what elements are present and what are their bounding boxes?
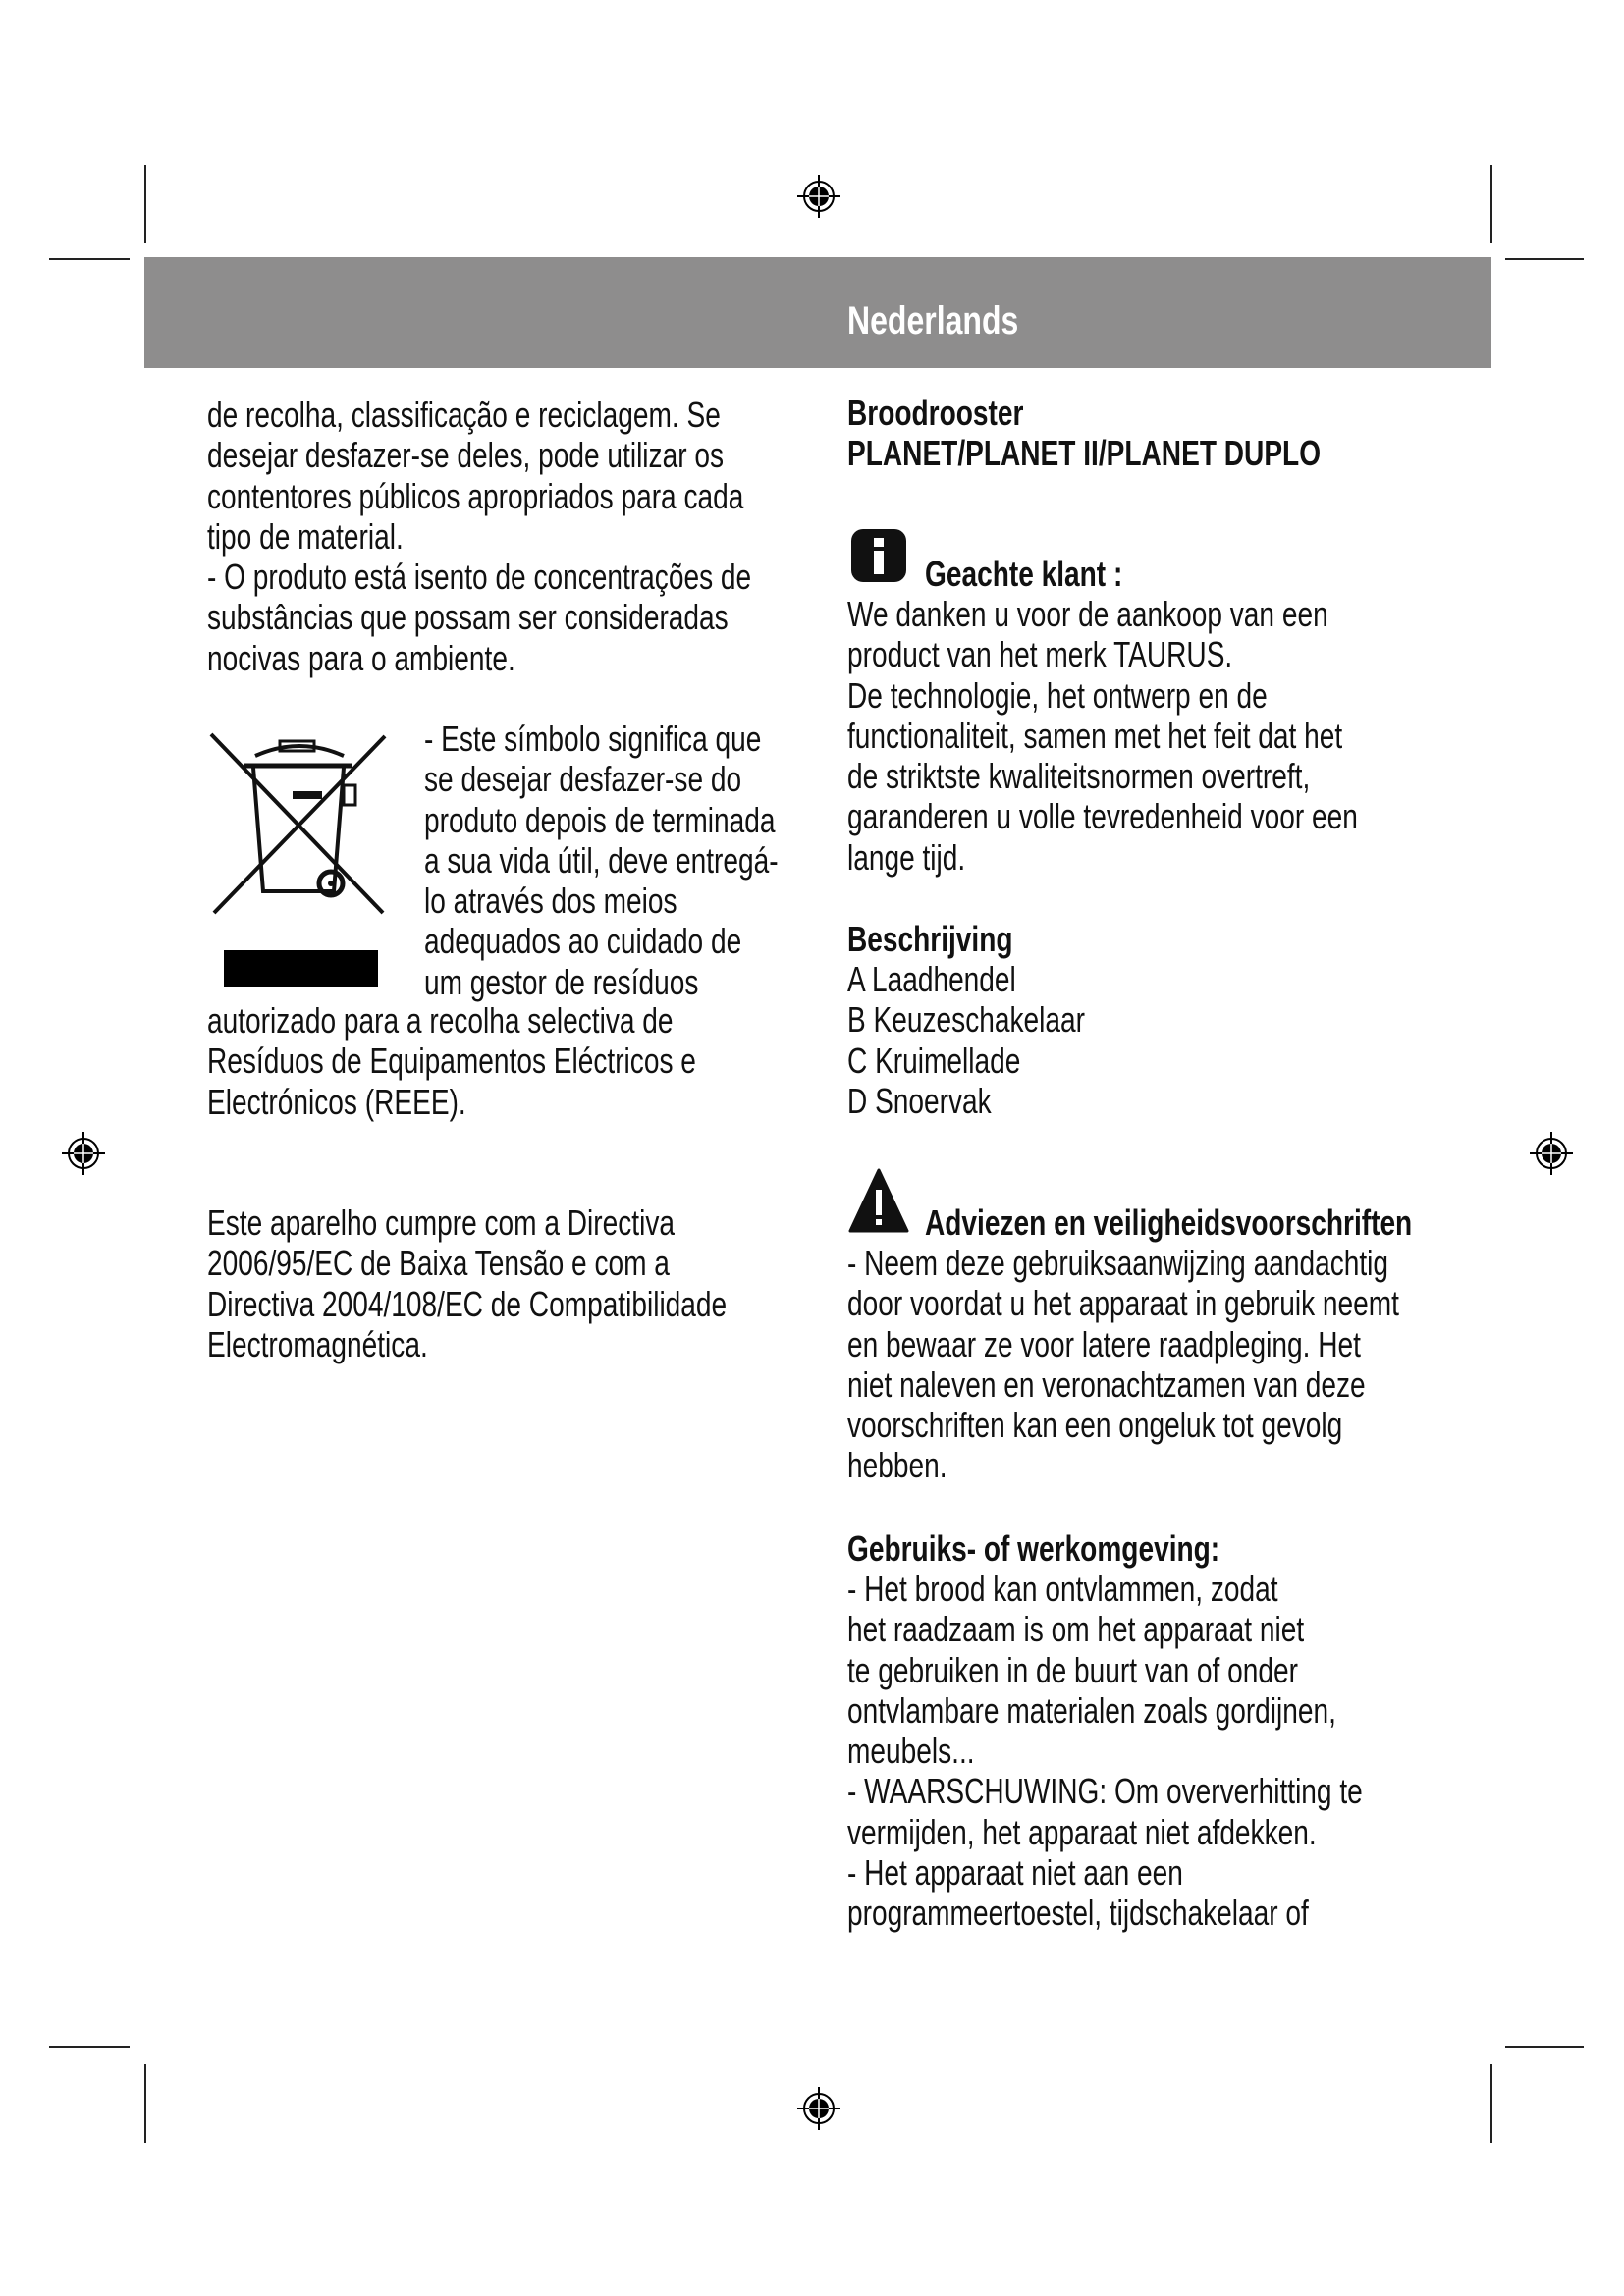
text-line: adequados ao cuidado de [424, 921, 742, 962]
text-line: nocivas para o ambiente. [207, 637, 515, 678]
greeting-heading: Geachte klant : [925, 554, 1123, 594]
text-line: voorschriften kan een ongeluk tot gevolg [847, 1405, 1343, 1446]
weee-bin-icon [206, 726, 393, 991]
safety-paragraph [847, 1243, 1399, 1486]
text-line: - WAARSCHUWING: Om oververhitting te [847, 1771, 1363, 1812]
registration-mark-icon [1527, 1129, 1576, 1178]
weee-symbol-text [424, 719, 779, 1002]
text-line: garanderen u volle tevredenheid voor een [847, 796, 1358, 837]
text-line: se desejar desfazer-se do [424, 759, 742, 800]
text-line: te gebruiken in de buurt van of onder [847, 1649, 1298, 1690]
crop-mark [1505, 258, 1584, 260]
text-line: lange tijd. [847, 836, 966, 878]
text-line: de striktste kwaliteitsnormen overtreft, [847, 756, 1311, 797]
text-line: functionaliteit, samen met het feit dat het [847, 715, 1343, 756]
crop-mark [144, 165, 146, 243]
text-line: um gestor de resíduos [424, 961, 699, 1002]
text-line: produto depois de terminada [424, 799, 776, 840]
text-line: - Het brood kan ontvlammen, zodat [847, 1569, 1278, 1609]
text-line: We danken u voor de aankoop van een [847, 594, 1328, 634]
text-line: Directiva 2004/108/EC de Compatibilidade [207, 1283, 728, 1324]
text-line: a sua vida útil, deve entregá- [424, 839, 779, 881]
text-line: programmeertoestel, tijdschakelaar of [847, 1893, 1309, 1934]
language-title: Nederlands [847, 299, 1019, 343]
description-heading: Beschrijving [847, 919, 1013, 959]
crop-mark [49, 258, 130, 260]
crop-mark [1505, 2046, 1584, 2048]
text-line: lo através dos meios [424, 881, 677, 922]
text-line: de recolha, classificação e reciclagem. Se [207, 395, 721, 435]
text-line: De technologie, het ontwerp en de [847, 674, 1268, 716]
language-header-band [144, 257, 1491, 368]
text-line: - Neem deze gebruiksaanwijzing aandachtig [847, 1243, 1389, 1283]
product-title [847, 393, 1321, 474]
text-line: product van het merk TAURUS. [847, 634, 1233, 675]
text-line: hebben. [847, 1445, 947, 1486]
environment-paragraph [847, 1569, 1363, 1934]
text-line: Electromagnética. [207, 1323, 428, 1364]
text-line: vermijden, het apparaat niet afdekken. [847, 1811, 1317, 1852]
text-line: Electrónicos (REEE). [207, 1081, 466, 1122]
crop-mark [144, 2064, 146, 2143]
description-list [847, 959, 1085, 1121]
text-line: D Snoervak [847, 1080, 992, 1121]
environment-heading: Gebruiks- of werkomgeving: [847, 1528, 1220, 1569]
crop-mark [49, 2046, 130, 2048]
directive-paragraph [207, 1202, 727, 1364]
text-line: - O produto está isento de concentrações de [207, 557, 752, 598]
text-line: 2006/95/EC de Baixa Tensão e com a [207, 1243, 670, 1284]
text-line: en bewaar ze voor latere raadpleging. Het [847, 1323, 1361, 1364]
text-line: meubels... [847, 1731, 975, 1772]
text-line: Broodrooster [847, 393, 1024, 433]
registration-mark-icon [59, 1129, 108, 1178]
text-line: PLANET/PLANET II/PLANET DUPLO [847, 433, 1322, 474]
registration-mark-icon [794, 2084, 843, 2133]
text-line: substâncias que possam ser consideradas [207, 597, 729, 638]
text-line: desejar desfazer-se deles, pode utilizar os [207, 435, 725, 476]
warning-icon [848, 1168, 909, 1235]
safety-heading: Adviezen en veiligheidsvoorschriften [925, 1202, 1413, 1243]
text-line: autorizado para a recolha selectiva de [207, 1000, 674, 1041]
registration-mark-icon [794, 172, 843, 221]
text-line: B Keuzeschakelaar [847, 999, 1085, 1041]
text-line: door voordat u het apparaat in gebruik neemt [847, 1283, 1399, 1324]
crop-mark [1490, 165, 1492, 243]
info-icon [850, 528, 907, 583]
text-line: contentores públicos apropriados para cada [207, 475, 744, 516]
text-line: Resíduos de Equipamentos Eléctricos e [207, 1041, 696, 1082]
text-line: ontvlambare materialen zoals gordijnen, [847, 1689, 1336, 1731]
text-line: - Este símbolo significa que [424, 719, 762, 759]
text-line: het raadzaam is om het apparaat niet [847, 1609, 1305, 1650]
text-line: C Kruimellade [847, 1040, 1021, 1081]
text-line: niet naleven en veronachtzamen van deze [847, 1363, 1366, 1405]
text-line: tipo de material. [207, 515, 404, 557]
weee-symbol-text-continued [207, 1000, 696, 1122]
text-line: - Het apparaat niet aan een [847, 1852, 1183, 1894]
greeting-paragraph [847, 594, 1358, 878]
crop-mark [1490, 2064, 1492, 2143]
recycling-paragraph [207, 395, 751, 678]
text-line: A Laadhendel [847, 959, 1016, 999]
text-line: Este aparelho cumpre com a Directiva [207, 1202, 676, 1243]
